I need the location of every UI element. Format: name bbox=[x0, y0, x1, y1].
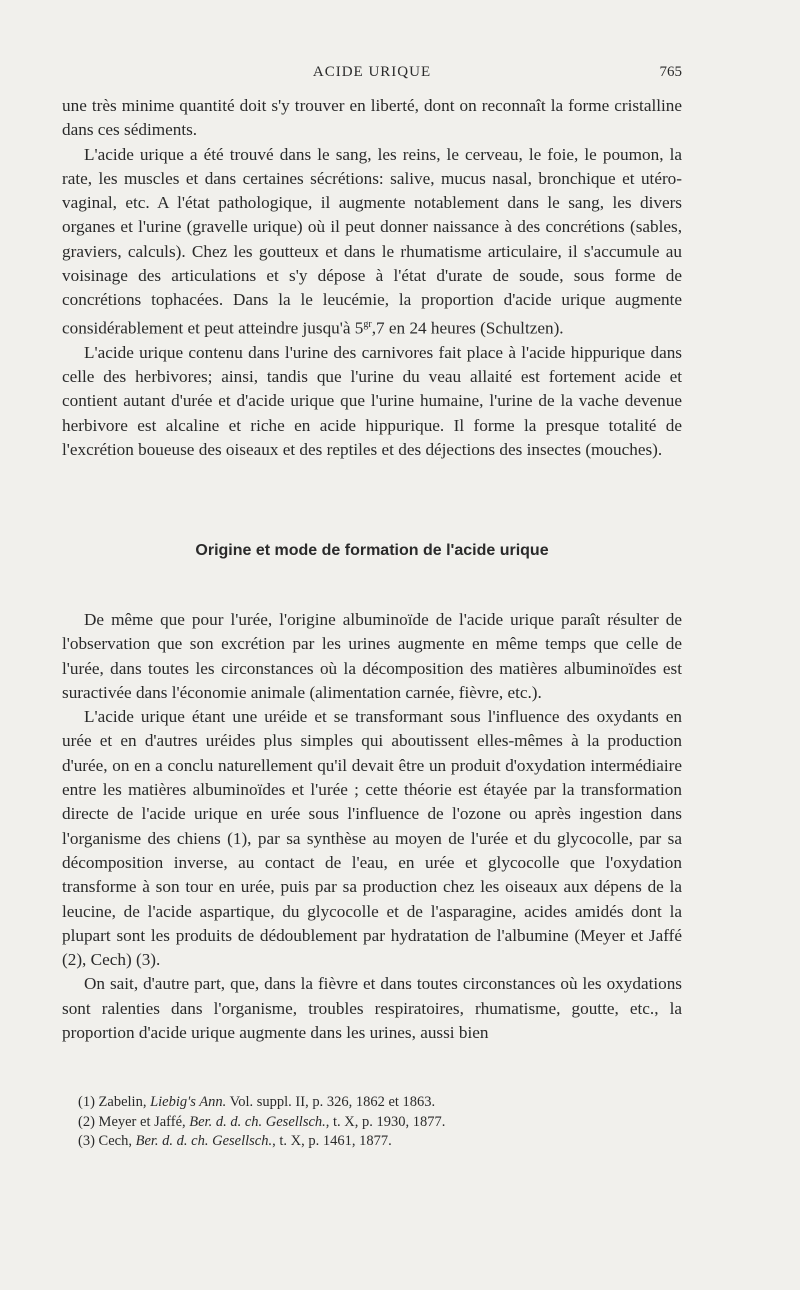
footnotes bbox=[78, 1093, 678, 1152]
footnote-journal: Ber. d. d. ch. Gesellsch. bbox=[135, 1133, 273, 1149]
body-text-bottom bbox=[62, 608, 682, 1045]
footnote bbox=[78, 1132, 678, 1152]
paragraph: une très minime quantité doit s'y trouver en liberté, dont on reconnaît la forme cristalline dans ces sédiments. bbox=[62, 96, 682, 140]
paragraph: On sait, d'autre part, que, dans la fièvre et dans toutes circonstances où les oxydations sont ralenties dans l'organisme, troubles respiratoires, rhumatisme, goutte, etc., la proportion d'acide urique augmente dans les urines, aussi bien bbox=[62, 974, 682, 1043]
footnote bbox=[78, 1113, 678, 1133]
footnote-rest: , t. X, p. 1930, 1877. bbox=[325, 1113, 446, 1130]
paragraph: L'acide urique étant une uréide et se transformant sous l'influence des oxydants en urée et en d'autres uréides plus simples qui aboutissent elles-mêmes à la production d'urée, on en a conclu naturellement qu'il devait être un produit d'oxydation intermédiaire entre les matières albuminoïdes et l'urée ; cette théorie est étayée par la transformation directe de l'acide urique en urée sous l'influence de l'ozone ou après ingestion dans l'organisme des chiens (1), par sa synthèse au moyen de l'urée et du glycocolle, par sa décomposition inverse, au contact de l'eau, en urée et glycocolle que l'oxydation transforme à son tour en urée, puis par sa production chez les oiseaux aux dépens de la leucine, de l'acide aspartique, du glycocolle et de l'asparagine, acides amidés dont la plupart sont les produits de dédoublement par hydratation de l'albumine (Meyer et Jaffé (2), Cech) (3). bbox=[62, 707, 682, 970]
footnote-rest: Vol. suppl. II, p. 326, 1862 et 1863. bbox=[229, 1094, 436, 1110]
unit-superscript: gr bbox=[363, 318, 372, 330]
body-text-top bbox=[62, 94, 682, 462]
footnote-author: Zabelin, bbox=[98, 1094, 147, 1110]
section-heading: Origine et mode de formation de l'acide urique bbox=[195, 542, 549, 559]
paragraph bbox=[62, 143, 682, 341]
running-title: ACIDE URIQUE bbox=[312, 64, 432, 80]
footnote-author: Meyer et Jaffé, bbox=[98, 1113, 186, 1130]
paragraph: De même que pour l'urée, l'origine albuminoïde de l'acide urique paraît résulter de l'observation que son excrétion par les urines augmente en même temps que celle de l'urée, dans toutes les circonstances où la décomposition des matières albuminoïdes est suractivée dans l'économie animale (alimentation carnée, fièvre, etc.). bbox=[62, 610, 682, 702]
running-head bbox=[62, 64, 682, 86]
footnote-number: (2) bbox=[78, 1113, 95, 1130]
quantity: 5 bbox=[354, 318, 364, 338]
footnote-author: Cech, bbox=[98, 1133, 132, 1149]
footnote-number: (1) bbox=[78, 1094, 95, 1110]
page-number: 765 bbox=[659, 64, 682, 80]
footnote-journal: Ber. d. d. ch. Gesellsch. bbox=[189, 1113, 326, 1130]
paragraph-text: ,7 en 24 heures (Schultzen). bbox=[371, 318, 564, 338]
footnote bbox=[78, 1093, 678, 1113]
paragraph: L'acide urique contenu dans l'urine des carnivores fait place à l'acide hippurique dans celle des herbivores; ainsi, tandis que l'urine du veau allaité est fortement acide et contient autant d'urée et d'acide urique que l'urine humaine, l'urine de la vache devenue herbivore est alcaline et riche en acide hippurique. Il forme la presque totalité de l'excrétion boueuse des oiseaux et des reptiles et des déjections des insectes (mouches). bbox=[62, 342, 682, 459]
footnote-journal: Liebig's Ann. bbox=[150, 1094, 227, 1110]
footnote-number: (3) bbox=[78, 1133, 95, 1149]
paragraph-text: L'acide urique a été trouvé dans le sang, les reins, le cerveau, le foie, le poumon, la rate, les muscles et dans certaines sécrétions: salive, mucus nasal, bronchique et utéro-vaginal, etc. A l'état pathologique, il augmente notablement dans le sang, les divers organes et l'urine (gravelle urique) où il peut donner naissance à des concrétions (sables, graviers, calculs). Chez les goutteux et dans le rhumatisme articulaire, il s'accumule au voisinage des articulations et s'y dépose à l'état d'urate de soude, sous forme de concrétions tophacées. Dans la le leucémie, la proportion d'acide urique augmente considérablement et peut atteindre jusqu'à bbox=[62, 144, 682, 338]
footnote-rest: , t. X, p. 1461, 1877. bbox=[272, 1133, 392, 1149]
